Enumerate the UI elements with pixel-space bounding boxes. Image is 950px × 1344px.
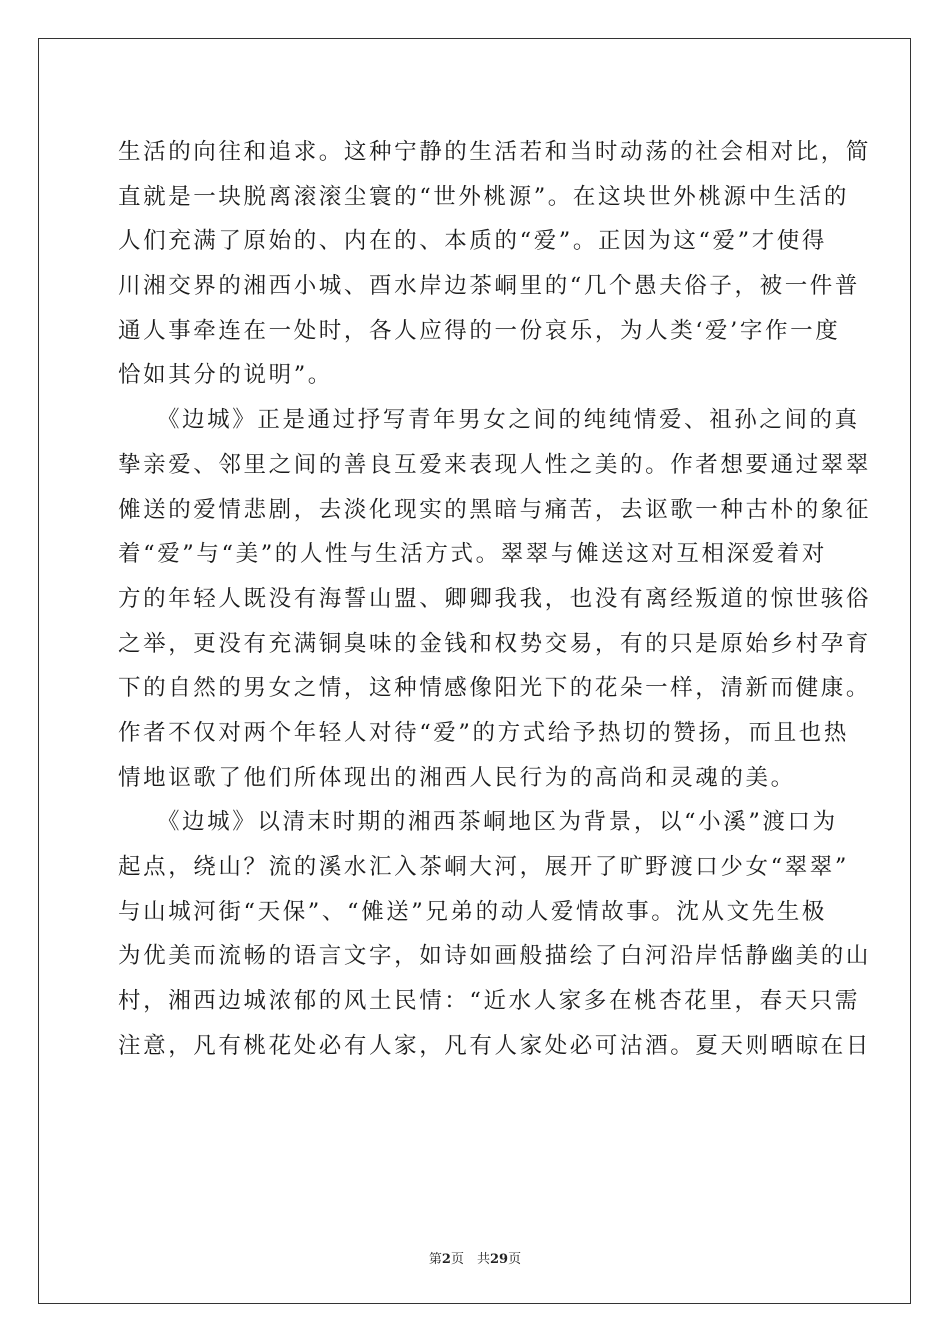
text-line: 方的年轻人既没有海誓山盟、卿卿我我，也没有离经叛道的惊世骇俗 <box>118 585 872 612</box>
current-page-number: 2 <box>441 1252 451 1267</box>
text-line: 挚亲爱、邻里之间的善良互爱来表现人性之美的。作者想要通过翠翠 <box>118 451 872 478</box>
page-footer <box>0 1248 950 1267</box>
text-line: 通人事牵连在一处时，各人应得的一份哀乐，为人类‘爱’字作一度 <box>118 317 841 344</box>
text-line: 村，湘西边城浓郁的风土民情：“近水人家多在桃杏花里，春天只需 <box>118 988 861 1015</box>
text-line: 下的自然的男女之情，这种情感像阳光下的花朵一样，清新而健康。 <box>118 675 872 702</box>
text-line: 《边城》以清末时期的湘西茶峒地区为背景，以“小溪”渡口为 <box>118 809 838 836</box>
footer-suffix: 页 <box>508 1252 522 1267</box>
text-line: 起点，绕山？流的溪水汇入茶峒大河，展开了旷野渡口少女“翠翠” <box>118 854 850 880</box>
text-line: 川湘交界的湘西小城、酉水岸边茶峒里的“几个愚夫俗子，被一件普 <box>118 273 861 300</box>
text-line: 《边城》正是通过抒写青年男女之间的纯纯情爱、祖孙之间的真 <box>118 407 860 434</box>
text-line: 人们充满了原始的、内在的、本质的“爱”。正因为这“爱”才使得 <box>118 228 828 255</box>
text-line: 注意，凡有桃花处必有人家，凡有人家处必可沽酒。夏天则晒晾在日 <box>118 1032 872 1059</box>
footer-prefix: 第 <box>428 1252 442 1267</box>
text-line: 着“爱”与“美”的人性与生活方式。翠翠与傩送这对互相深爱着对 <box>118 541 828 568</box>
footer-middle: 页 共 <box>450 1252 490 1267</box>
document-body <box>118 130 872 1068</box>
text-line: 直就是一块脱离滚滚尘寰的“世外桃源”。在这块世外桃源中生活的 <box>118 183 850 210</box>
text-line: 为优美而流畅的语言文字，如诗如画般描绘了白河沿岸恬静幽美的山 <box>118 943 872 970</box>
text-line: 恰如其分的说明”。 <box>118 362 333 389</box>
text-line: 与山城河街“天保”、“傩送”兄弟的动人爱情故事。沈从文先生极 <box>118 898 828 925</box>
text-line: 生活的向往和追求。这种宁静的生活若和当时动荡的社会相对比，简 <box>118 139 872 165</box>
total-page-number: 29 <box>489 1252 509 1267</box>
text-line: 作者不仅对两个年轻人对待“爱”的方式给予热切的赞扬，而且也热 <box>118 719 850 746</box>
text-line: 傩送的爱情悲剧，去淡化现实的黑暗与痛苦，去讴歌一种古朴的象征 <box>118 496 872 523</box>
text-line: 之举，更没有充满铜臭味的金钱和权势交易，有的只是原始乡村孕育 <box>118 630 872 657</box>
text-line: 情地讴歌了他们所体现出的湘西人民行为的高尚和灵魂的美。 <box>118 764 796 791</box>
